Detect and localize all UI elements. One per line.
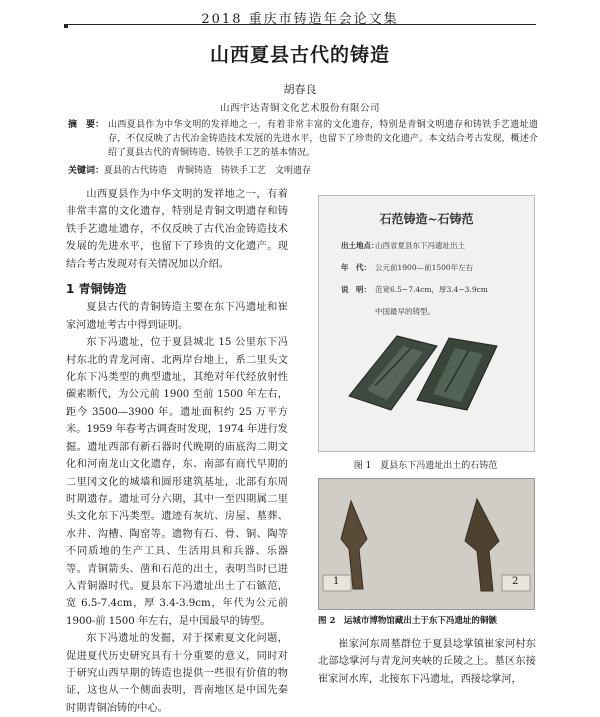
panel-row-value: 山西省夏县东下冯遗址出土 — [375, 241, 465, 250]
body-paragraph: 东下冯遗址，位于夏县城北 15 公里东下冯村东北的青龙河南、北两岸台地上，系二里头文化东下冯类型的典型遗址，其绝对年代经放射性碳素断代，为公元前 1900 至前 1500 年左右，距今 3500—3900 年。遗址面积约 25 万平方米。1959 年春考古调查时发现，1974 年进行发掘。遗址西部有新石器时代晚期的庙底沟二期文化和河南龙山文化遗存，东、南部有商代早期的二里冈文化的城墙和圆形建筑基址，北部有东周时期遗存。遗址可分六期，其中一至四期属二里头文化东下冯类型。遗迹有灰坑、房屋、墓葬、水井、沟槽、陶窑等。遗物有石、骨、铜、陶等不同质地的生产工具、生活用具和兵器、乐器等。青铜箭头、凿和石范的出土，表明当时已进入青铜器时代。夏县东下冯遗址出土了石镞范，宽 6.5-7.4cm，厚 3.4-3.9cm，年代为公元前 1900-前 1500 年左右，是中国最早的铸型。 — [66, 337, 288, 627]
specimen-tag-1-label: 1 — [333, 576, 340, 587]
body-paragraph: 东下冯遗址的发掘，对于探索夏文化问题，促进夏代历史研究具有十分重要的意义，同时对于研究山西早期的铸造也提供一些很有价值的物证，这也从一个侧面表明，晋南地区是中国先秦时期青铜冶铸的中心。 — [66, 633, 288, 714]
header-dot-mark — [64, 24, 68, 28]
intro-paragraph: 山西夏县作为中华文明的发祥地之一，有着非常丰富的文化遗存，特别是青铜文明遗存和铸铁手艺遗址遗存，不仅反映了古代冶金铸造技术发展的先进水平，也留下了珍贵的文化遗产。现结合考古发现对有关情况加以介绍。 — [66, 189, 288, 270]
panel-row-key: 出土地点： — [341, 241, 379, 250]
keywords-block — [68, 164, 538, 178]
keywords-label: 关键词： — [68, 166, 105, 176]
running-header: 2018 重庆市铸造年会论文集 — [201, 12, 399, 27]
panel-row-value: 公元前1900—前1500年左右 — [375, 263, 474, 272]
paper-title: 山西夏县古代的铸造 — [209, 44, 390, 66]
abstract-text: 山西夏县作为中华文明的发祥地之一，有着非常丰富的文化遗存，特别是青铜文明遗存和铸铁手艺遗址遗存，不仅反映了古代冶金铸造技术发展的先进水平，也留下了珍贵的文化遗产。本文结合考古发现，概述介绍了夏县古代的青铜铸造、铸铁手工艺的基本情况。 — [108, 120, 538, 158]
author-name: 胡春良 — [283, 83, 317, 96]
bronze-arrowheads-illustration — [319, 479, 534, 609]
stone-molds-illustration — [319, 196, 534, 451]
left-column — [66, 186, 288, 717]
header-rule — [64, 24, 536, 25]
specimen-tag-2-label: 2 — [512, 576, 519, 587]
section-heading-bronze: 1 青铜铸造 — [66, 282, 127, 297]
body-paragraph: 崔家河东周墓群位于夏县埝掌镇崔家河村东北部埝掌河与青龙河夹峡的丘陵之上。墓区东接崔家河水库，北接东下冯遗址，西接埝掌河， — [318, 639, 536, 685]
figure-1-photo — [318, 195, 535, 452]
abstract-block — [68, 118, 538, 160]
panel-row-key: 年 代： — [341, 263, 371, 272]
figure-1-panel-title: 石范铸造~石铸范 — [379, 212, 474, 226]
figure-2-photo — [318, 478, 535, 610]
abstract-label: 摘 要： — [68, 120, 105, 130]
figure-2-caption: 图 2 运城市博物馆藏出土于东下冯遗址的铜镞 — [318, 616, 497, 626]
keywords-text: 夏县的古代铸造 青铜铸造 铸铁手工艺 文明遗存 — [104, 166, 312, 176]
right-column — [318, 636, 536, 688]
figure-1-caption: 图 1 夏县东下冯遗址出土的石铸范 — [353, 461, 498, 471]
author-affiliation: 山西宇达青铜文化艺术股份有限公司 — [219, 103, 380, 114]
arrowhead-right — [465, 499, 499, 591]
panel-row-value: 中国最早的铸型。 — [375, 307, 435, 316]
panel-row-value: 范宽6.5~7.4cm，厚3.4~3.9cm — [375, 285, 488, 294]
body-paragraph: 夏县古代的青铜铸造主要在东下冯遗址和崔家河遗址考古中得到证明。 — [66, 302, 288, 331]
panel-row-key: 说 明： — [341, 285, 371, 294]
